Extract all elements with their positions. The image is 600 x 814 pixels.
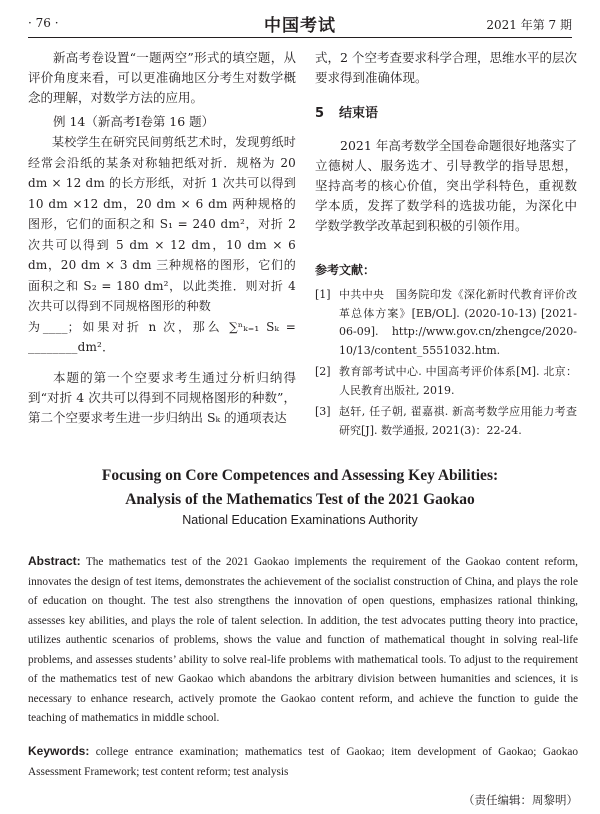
- english-abstract: [28, 552, 578, 729]
- abstract-text: The mathematics test of the 2021 Gaokao implements the requirement of the Gaokao content reform, innovates the design of test items, demonstrates the achievement of the socialist construction of China, and plays the role of education on thought. The test also strengthens the innovation of open questions, emphasizes rational thinking, assesses key abilities, and plays the role of talent selection. In addition, the test advocates putting theory into practice, utilizes authentic scenarios of problems, shows the value and function of mathematical thought in solving real-life problems, and assesses students’ ability to solve real-life problems with mathematical tools. To adjust to the requirement of the mathematics test of new Gaokao which abandons the arbitrary division between humanities and sciences, it is necessary to enhance research, actively promote the Gaokao content reform, and achieve the function to guide the teaching of mathematics in middle school.: [28, 556, 579, 724]
- reference-number: [3]: [315, 405, 331, 418]
- page-header: [28, 14, 572, 34]
- responsible-editor: （责任编辑：周黎明）: [463, 793, 578, 807]
- paragraph-1: 新高考卷设置“一题两空”形式的填空题，从评价角度来看，可以更准确地区分考生对数学概念的理解，对数学方法的应用。: [28, 50, 296, 105]
- reference-number: [1]: [315, 288, 331, 301]
- reference-text: 赵轩, 任子朝, 翟嘉祺. 新高考数学应用能力考查研究[J]. 数学通报, 2021(3)：22-24.: [339, 405, 577, 437]
- section-heading: [315, 104, 577, 124]
- english-title-line-1: Focusing on Core Competences and Assessing Key Abilities:: [101, 467, 499, 484]
- issue-label: 2021 年第 7 期: [486, 18, 572, 32]
- references-title: 参考文献：: [315, 263, 376, 277]
- example-title: 例 14（新高考Ⅰ卷第 16 题）: [53, 114, 215, 129]
- header-rule: [28, 37, 572, 38]
- reference-item: [315, 286, 577, 360]
- paragraph-continuation: 式，2 个空考查要求科学合理，思维水平的层次要求得到准确体现。: [315, 50, 577, 85]
- section-number: 5: [315, 106, 325, 121]
- paragraph-2: 本题的第一个空要求考生通过分析归纳得到“对折 4 次共可以得到不同规格图形的种数”，第二个空要求考生进一步归纳出 Sₖ 的通项表达: [28, 369, 296, 425]
- page-number: · 76 ·: [28, 16, 59, 30]
- english-title-line-2: Analysis of the Mathematics Test of the 2021 Gaokao: [125, 491, 475, 508]
- english-keywords: [28, 742, 578, 782]
- abstract-label: Abstract:: [28, 554, 81, 568]
- conclusion-paragraph: 2021 年高考数学全国卷命题很好地落实了立德树人、服务选才、引导教学的指导思想，坚持高考的核心价值，突出学科特色，重视数学本质，发挥了数学科的选拔功能，为深化中学数学教学改革起到积极的引领作用。: [315, 138, 577, 233]
- keywords-text: college entrance examination; mathematics test of Gaokao; item development of Gaokao; Gaokao Assessment Framework; test content reform; test analysis: [28, 746, 578, 778]
- journal-title: 中国考试: [264, 16, 336, 36]
- example-end: 为____；如果对折 n 次，那么 ∑ⁿₖ₌₁ Sₖ = ________dm²．: [28, 319, 296, 354]
- reference-item: [315, 363, 577, 400]
- english-title: [28, 464, 572, 512]
- reference-text: 中共中央 国务院印发《深化新时代教育评价改革总体方案》[EB/OL]. (2020-10-13) [2021-06-09]. http://www.gov.cn/zhengce/2020-10/13/content_5551032.htm.: [339, 288, 577, 357]
- right-column: [315, 48, 577, 443]
- reference-number: [2]: [315, 365, 331, 378]
- keywords-label: Keywords:: [28, 744, 90, 758]
- reference-text: 教育部考试中心. 中国高考评价体系[M]. 北京：人民教育出版社, 2019.: [339, 365, 577, 397]
- left-column: [28, 48, 296, 428]
- references-list: [315, 286, 577, 440]
- english-author: National Education Examinations Authority: [182, 513, 418, 527]
- section-title: 结束语: [339, 106, 379, 121]
- example-text: 某校学生在研究民间剪纸艺术时，发现剪纸时经常会沿纸的某条对称轴把纸对折．规格为 20 dm × 12 dm 的长方形纸，对折 1 次共可以得到 10 dm ×12 dm，20 dm × 6 dm 两种规格的图形，它们的面积之和 S₁ = 240 dm²，对折 2 次共可以得到 5 dm × 12 dm，10 dm × 6 dm，20 dm × 3 dm 三种规格的图形，它们的面积之和 S₂ = 180 dm²，以此类推．则对折 4 次共可以得到不同规格图形的种数: [28, 135, 297, 313]
- reference-item: [315, 403, 577, 440]
